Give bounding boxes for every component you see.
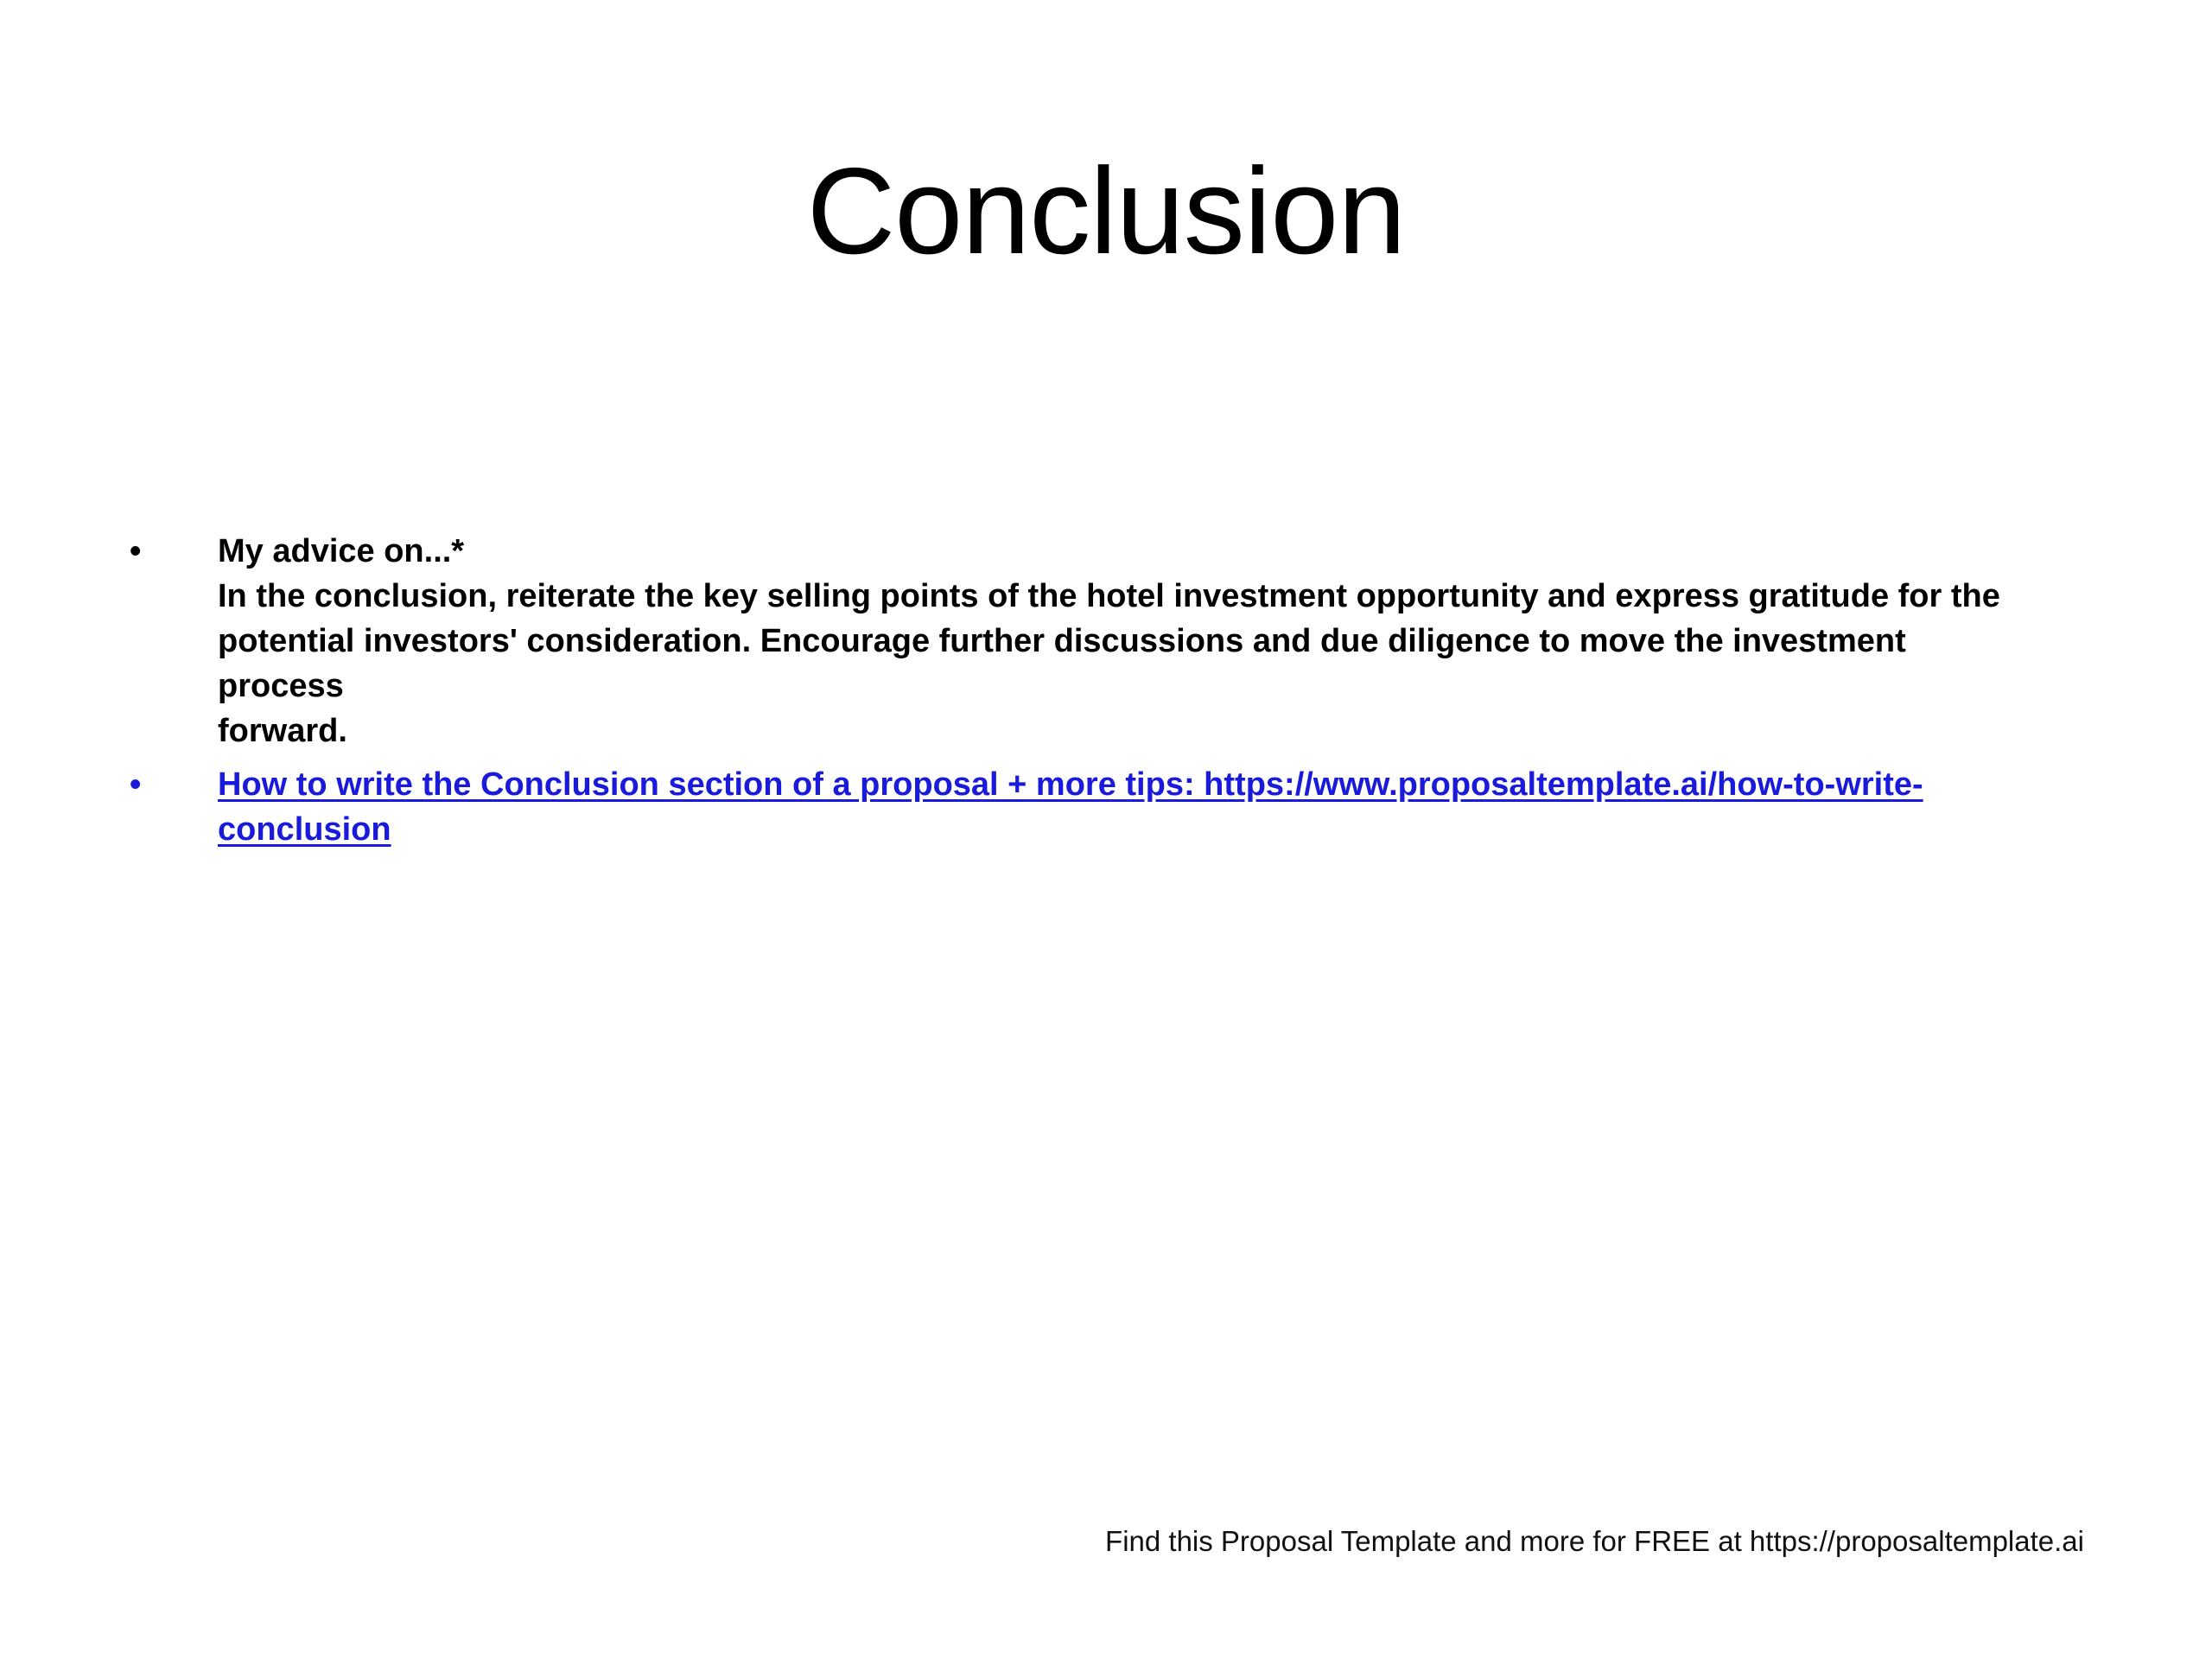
tips-link-line	[218, 762, 2031, 807]
bullet-icon: •	[130, 766, 142, 803]
advice-text-line: forward.	[218, 713, 347, 749]
advice-text-line: potential investors' consideration. Encourage further discussions and due diligence to move the investment process	[218, 623, 1906, 704]
bullet-list	[130, 529, 2031, 852]
tips-link-bullet-item	[130, 762, 2031, 852]
tips-link-continuation[interactable]: conclusion	[218, 811, 391, 848]
bullet-icon: •	[130, 533, 142, 569]
footer-text: Find this Proposal Template and more for FREE at https://proposaltemplate.ai	[1105, 1525, 2084, 1557]
advice-bullet-item	[130, 529, 2031, 753]
slide-title: Conclusion	[806, 143, 1406, 280]
tips-link[interactable]: How to write the Conclusion section of a proposal + more tips: https://www.proposaltemplate.ai/how-to-write-	[218, 766, 1923, 803]
advice-heading: My advice on...*	[218, 533, 465, 569]
tips-link-line	[218, 807, 2031, 852]
advice-text-line: In the conclusion, reiterate the key selling points of the hotel investment opportunity and express gratitude for the	[218, 578, 2000, 614]
